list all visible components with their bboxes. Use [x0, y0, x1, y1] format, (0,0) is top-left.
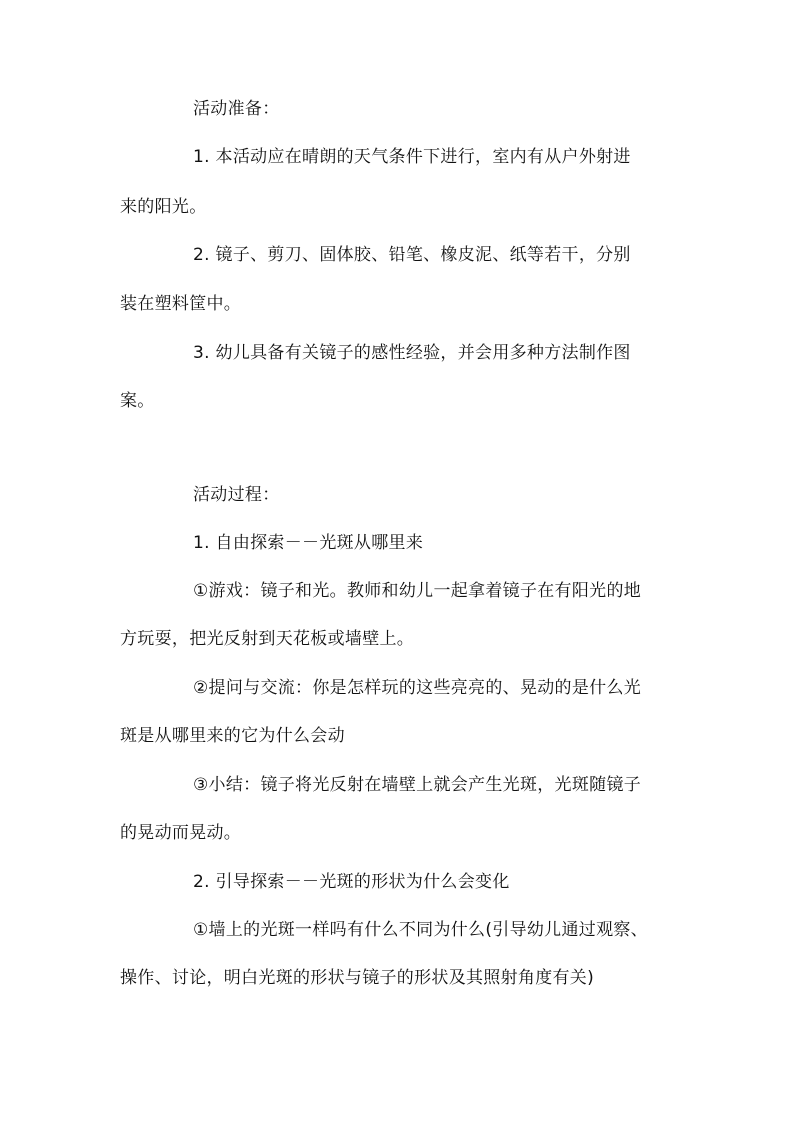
- prep-item-3-line-1: 3. 幼儿具备有关镜子的感性经验，并会用多种方法制作图: [193, 343, 631, 363]
- step-1-item-3-line-2: 的晃动而晃动。: [120, 823, 242, 843]
- process-heading: 活动过程：: [193, 485, 280, 505]
- step-1-item-3-line-1: ③小结：镜子将光反射在墙壁上就会产生光斑，光斑随镜子: [193, 775, 642, 795]
- prep-item-2-line-1: 2. 镜子、剪刀、固体胶、铅笔、橡皮泥、纸等若干，分别: [193, 245, 631, 265]
- step-1-item-2-line-1: ②提问与交流：你是怎样玩的这些亮亮的、晃动的是什么光: [193, 678, 642, 698]
- step-2-item-1-line-1: ①墙上的光斑一样吗有什么不同为什么(引导幼儿通过观察、: [193, 920, 648, 940]
- prep-item-2-line-2: 装在塑料筐中。: [120, 294, 242, 314]
- prep-item-1-line-1: 1. 本活动应在晴朗的天气条件下进行，室内有从户外射进: [193, 147, 631, 167]
- step-1-item-2-line-2: 斑是从哪里来的它为什么会动: [120, 726, 345, 746]
- prep-item-3-line-2: 案。: [120, 391, 155, 411]
- step-1-item-1-line-1: ①游戏：镜子和光。教师和幼儿一起拿着镜子在有阳光的地: [193, 581, 642, 601]
- step-2-item-1-line-2: 操作、讨论，明白光斑的形状与镜子的形状及其照射角度有关): [120, 968, 595, 988]
- prep-item-1-line-2: 来的阳光。: [120, 197, 207, 217]
- prep-heading: 活动准备：: [193, 99, 280, 119]
- step-1-item-1-line-2: 方玩耍，把光反射到天花板或墙壁上。: [120, 629, 415, 649]
- step-2-title: 2. 引导探索－－光斑的形状为什么会变化: [193, 872, 510, 892]
- step-1-title: 1. 自由探索－－光斑从哪里来: [193, 533, 424, 553]
